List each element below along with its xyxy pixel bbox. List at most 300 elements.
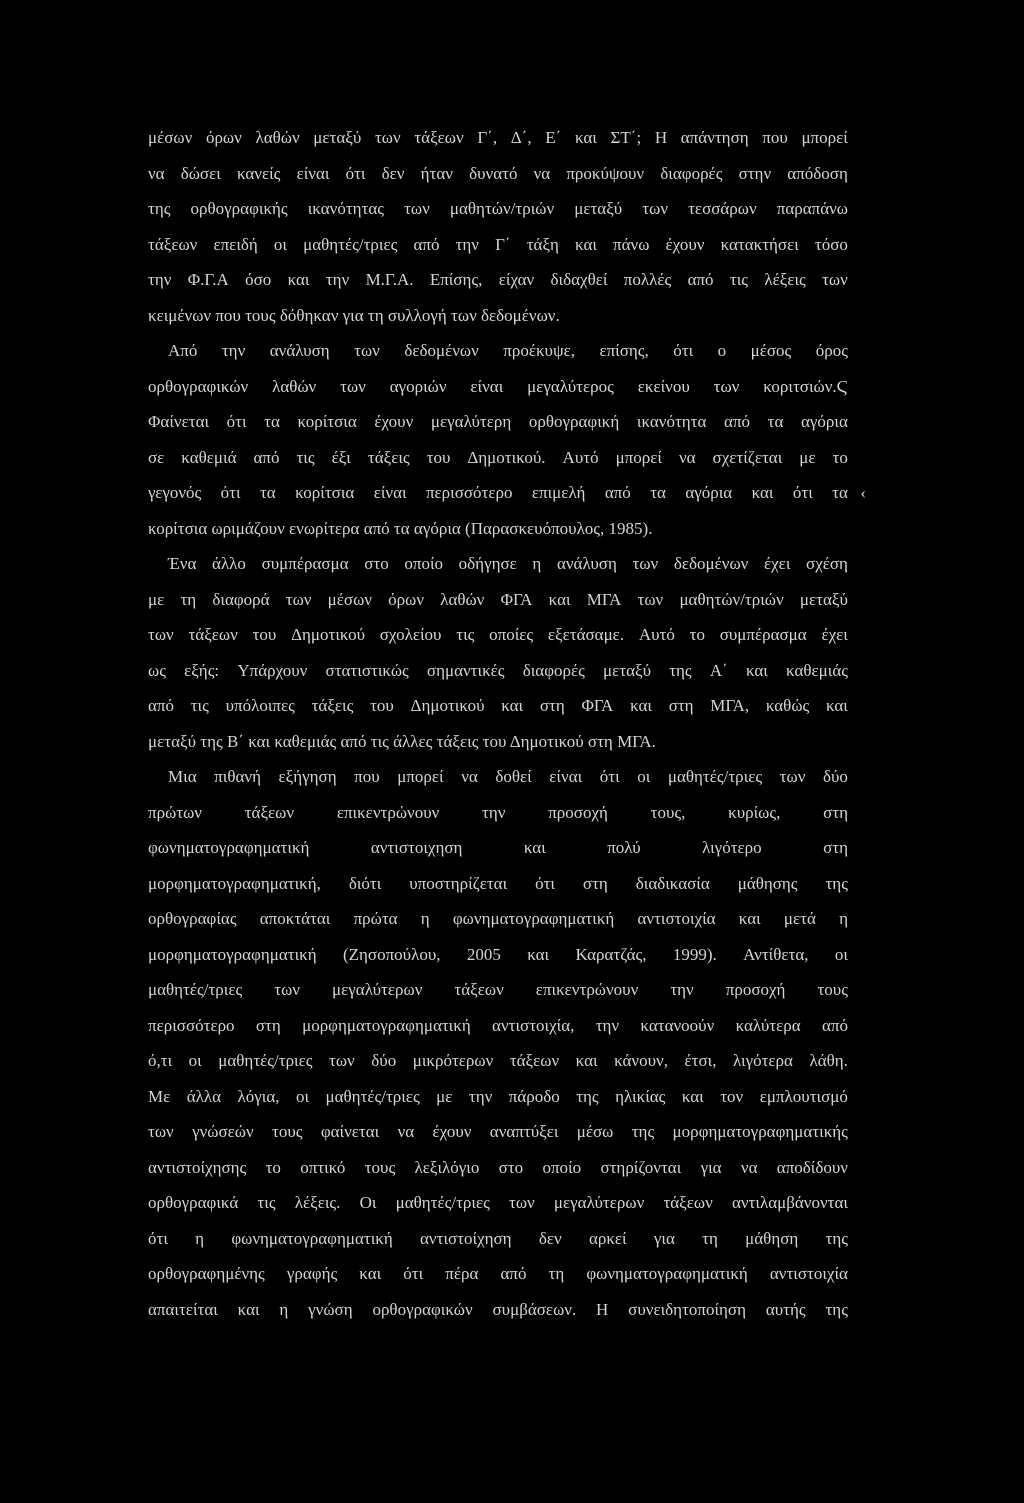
word: τη xyxy=(548,1264,565,1283)
text-line xyxy=(148,1079,848,1115)
word: οποίες xyxy=(489,625,534,644)
word: απαιτείται xyxy=(148,1299,218,1319)
word: και xyxy=(825,696,848,715)
word: κάνουν, xyxy=(614,1051,668,1070)
document-page xyxy=(148,120,866,1327)
word: οποίο xyxy=(542,1157,582,1177)
word: είχαν xyxy=(498,270,535,289)
word: τάξεις xyxy=(367,447,410,467)
word: και xyxy=(359,1264,382,1283)
word: υπόλοιπες xyxy=(225,696,295,715)
word: κατανοούν xyxy=(640,1015,715,1035)
word: φαίνεται xyxy=(320,1122,380,1141)
text-line xyxy=(148,1043,848,1079)
word: ΣΤ΄; xyxy=(610,128,642,147)
word: του xyxy=(370,696,394,715)
word: συμβάσεων. xyxy=(492,1299,577,1319)
word: ικανότητα xyxy=(636,412,707,431)
word: μάθησης xyxy=(737,873,798,893)
word: τάξεων xyxy=(454,980,504,999)
word: όσο xyxy=(245,270,272,289)
word: και xyxy=(527,944,550,964)
word: το xyxy=(265,1157,281,1177)
word: κατακτήσει xyxy=(720,234,799,254)
word: ο xyxy=(717,341,727,360)
word: εκείνου xyxy=(637,376,690,396)
word: επίσης, xyxy=(599,341,649,360)
word: μαθητών/τριών xyxy=(679,589,784,609)
word: όρος xyxy=(815,341,848,360)
word: της xyxy=(148,199,171,218)
word: ότι xyxy=(673,341,694,360)
word: στη xyxy=(582,873,608,893)
word: τις xyxy=(257,1193,276,1212)
word: μετά xyxy=(783,909,816,928)
word: ορθογραφικά xyxy=(148,1193,239,1212)
word: μεγαλύτερος xyxy=(527,376,614,396)
word: κανείς xyxy=(236,163,281,183)
word: απάντηση xyxy=(680,128,749,147)
word: της xyxy=(631,1122,655,1141)
word: τα xyxy=(767,412,784,431)
word: σχολείου xyxy=(379,625,442,644)
word: την xyxy=(221,341,246,360)
word: ΜΓΑ, xyxy=(710,696,750,715)
word: την xyxy=(468,1086,493,1106)
word: των xyxy=(632,554,659,573)
word: κορίτσια xyxy=(295,483,355,502)
word: όρων xyxy=(388,589,425,609)
word: 1999). xyxy=(672,944,717,964)
word: του xyxy=(426,447,451,467)
word: οι xyxy=(188,1051,202,1070)
word: να xyxy=(678,447,696,467)
word: της xyxy=(825,873,848,893)
word: πολλές xyxy=(623,270,672,289)
word: πάνω xyxy=(613,234,650,254)
word: των xyxy=(340,376,366,396)
word: οι xyxy=(834,944,848,964)
handwritten-mark: Ϛ xyxy=(836,376,848,396)
word: μορφηματογραφηματική xyxy=(148,944,317,964)
word: τάξεων xyxy=(148,234,198,254)
word: Δ΄, xyxy=(510,128,532,147)
word: και xyxy=(681,1086,704,1106)
word: έχει xyxy=(764,554,791,573)
word: οι xyxy=(295,1086,310,1106)
text-line xyxy=(148,333,848,369)
text-line xyxy=(148,1221,848,1257)
word: ότι xyxy=(535,873,555,893)
word: στη xyxy=(539,696,565,715)
word: ότι xyxy=(599,767,620,786)
word: με xyxy=(148,589,165,609)
word: οι xyxy=(637,767,651,786)
word: επικεντρώνουν xyxy=(336,802,440,822)
word: Δημοτικού xyxy=(291,625,366,644)
text-line xyxy=(148,653,848,689)
word: τα xyxy=(264,412,280,431)
word: διαφορές xyxy=(522,660,585,680)
word: φωνηματογραφηματική xyxy=(231,1228,393,1248)
word: διαδικασία xyxy=(635,873,710,893)
word: οδήγησε xyxy=(458,554,517,573)
word: τη xyxy=(180,589,197,609)
word: λιγότερα xyxy=(732,1051,793,1070)
word: ορθογραφική xyxy=(528,412,620,431)
word: και xyxy=(523,838,546,857)
word: ανάλυση xyxy=(269,341,330,360)
word: συμπέρασμα xyxy=(719,625,807,644)
text-line xyxy=(148,1150,848,1186)
word: υποστηρίζεται xyxy=(409,873,508,893)
word: μαθητές/τριες xyxy=(303,234,398,254)
word: μέσω xyxy=(576,1122,614,1141)
word: στη xyxy=(823,838,848,857)
word: της xyxy=(669,660,692,680)
word: τάξη xyxy=(526,234,559,254)
word: Από xyxy=(168,341,198,360)
word: την xyxy=(325,270,350,289)
text-line xyxy=(148,830,848,866)
text-line xyxy=(148,1292,848,1328)
text-line xyxy=(148,1114,848,1150)
word: πρώτων xyxy=(148,802,202,822)
text-line xyxy=(148,120,848,156)
word: και xyxy=(745,660,768,680)
word: λέξεις. xyxy=(294,1193,341,1212)
word: Μια xyxy=(168,767,197,786)
word: ΦΓΑ xyxy=(500,589,533,609)
word: τους xyxy=(817,980,848,999)
word: εξής: xyxy=(184,660,220,680)
word: Η xyxy=(654,128,668,147)
word: σημαντικές xyxy=(426,660,505,680)
word: ορθογραφικών xyxy=(148,376,249,396)
word: την xyxy=(148,270,172,289)
word: από xyxy=(821,1015,848,1035)
text-line xyxy=(148,901,848,937)
word: μεταξύ xyxy=(574,199,623,218)
word: Γ΄, xyxy=(477,128,498,147)
word: ό,τι xyxy=(148,1051,173,1070)
word: λέξεις xyxy=(764,270,806,289)
word: Αντίθετα, xyxy=(743,944,809,964)
text-line xyxy=(148,795,848,831)
word: με xyxy=(436,1086,453,1106)
word: γραφής xyxy=(286,1264,338,1283)
line-text: κορίτσια ωριμάζουν ενωρίτερα από τα αγόρια (Παρασκευόπουλος, 1985). xyxy=(148,518,653,538)
word: Α΄ xyxy=(709,660,728,680)
word: μορφηματογραφηματικής xyxy=(672,1122,848,1141)
word: και xyxy=(237,1299,260,1319)
word: των xyxy=(374,128,401,147)
word: μαθητές/τριες xyxy=(395,1193,490,1212)
word: σχέση xyxy=(806,554,848,573)
word: επιμελή xyxy=(531,483,586,502)
word: και xyxy=(574,128,597,147)
word: τις xyxy=(456,625,475,644)
word: παραπάνω xyxy=(776,199,848,218)
word: μάθηση xyxy=(745,1228,799,1248)
word: τα xyxy=(259,483,276,502)
word: τις xyxy=(296,447,315,467)
word: έχουν xyxy=(374,412,414,431)
word: μπορεί xyxy=(397,767,444,786)
word: αρκεί xyxy=(588,1228,627,1248)
word: και xyxy=(751,483,774,502)
word: στη xyxy=(255,1015,281,1035)
word: του xyxy=(252,625,277,644)
word: των xyxy=(509,1193,535,1212)
margin-mark: ‹ xyxy=(860,483,866,502)
word: τάξεων xyxy=(663,1193,713,1212)
word: προσοχή xyxy=(725,980,786,999)
word: της xyxy=(576,1086,599,1106)
word: απόδοση xyxy=(787,163,848,183)
word: και xyxy=(630,696,652,715)
word: (Ζησοπούλου, xyxy=(342,944,441,964)
word: τα xyxy=(650,483,666,502)
line-text: κειμένων που τους δόθηκαν για τη συλλογή των δεδομένων. xyxy=(148,305,560,325)
word: αποκτάται xyxy=(259,909,331,928)
word: διδαχθεί xyxy=(550,270,608,289)
word: αντιστοίχησης xyxy=(148,1157,247,1177)
word: προκύψουν xyxy=(566,163,645,183)
word: γνώσεών xyxy=(192,1122,254,1141)
word: των xyxy=(148,625,174,644)
word: έχουν xyxy=(432,1122,472,1141)
word: αντιλαμβάνονται xyxy=(731,1193,848,1212)
word: να xyxy=(740,1157,758,1177)
word: των xyxy=(779,767,806,786)
text-line xyxy=(148,724,848,760)
word: να xyxy=(461,767,478,786)
word: δεδομένων xyxy=(404,341,479,360)
word: αντιστοιχία xyxy=(637,909,716,928)
word: τους, xyxy=(650,802,686,822)
word: αποδίδουν xyxy=(776,1157,848,1177)
word: περισσότερο xyxy=(425,483,513,502)
word: μεταξύ xyxy=(799,589,848,609)
word: που xyxy=(762,128,788,147)
word: ορθογραφικής xyxy=(190,199,288,218)
word: ανάλυση xyxy=(556,554,617,573)
word: αυτής xyxy=(765,1299,806,1319)
word: των xyxy=(642,199,669,218)
word: γεγονός xyxy=(148,483,202,502)
word: κοριτσιών.Ϛ xyxy=(763,369,848,405)
word: πιθανή xyxy=(214,767,261,786)
text-line xyxy=(148,511,848,547)
word: όρων xyxy=(205,128,242,147)
word: η xyxy=(839,909,848,928)
word: την xyxy=(595,1015,620,1035)
word: μορφηματογραφηματική, xyxy=(148,873,321,893)
word: λεξιλόγιο xyxy=(414,1157,480,1177)
word: προέκυψε, xyxy=(503,341,575,360)
text-line xyxy=(148,191,848,227)
word: με xyxy=(799,447,816,467)
word: από xyxy=(724,412,751,431)
word: καθεμιάς xyxy=(786,660,848,680)
word: τις xyxy=(729,270,749,289)
word: για xyxy=(700,1157,722,1177)
word: έχει xyxy=(821,625,848,644)
word: στατιστικώς xyxy=(325,660,409,680)
word: να xyxy=(533,163,551,183)
word: δεν xyxy=(381,163,405,183)
word: στην xyxy=(738,163,772,183)
word: Φ.Γ.Α xyxy=(187,270,229,289)
word: αντιστοίχηση xyxy=(420,1228,512,1248)
word: Γ΄ xyxy=(495,234,511,254)
word: Υπάρχουν xyxy=(237,660,308,680)
word: πρώτα xyxy=(353,909,398,928)
text-line xyxy=(148,1185,848,1221)
word: είναι xyxy=(549,767,583,786)
word: τεσσάρων xyxy=(688,199,757,218)
text-line xyxy=(148,866,848,902)
word: τάξεων xyxy=(244,802,295,822)
text-line xyxy=(148,759,848,795)
word: που xyxy=(354,767,380,786)
word: μεταξύ xyxy=(603,660,652,680)
word: την xyxy=(670,980,694,999)
word: τάξεις xyxy=(311,696,354,715)
word: εξετάσαμε. xyxy=(547,625,625,644)
word: να xyxy=(397,1122,415,1141)
word: της xyxy=(825,1228,848,1248)
word: από xyxy=(148,696,174,715)
word: μεγαλύτερη xyxy=(430,412,512,431)
word: ότι xyxy=(226,412,247,431)
word: και xyxy=(548,589,571,609)
word: στο xyxy=(498,1157,524,1177)
word: περισσότερο xyxy=(148,1015,235,1035)
word: τα xyxy=(832,483,848,502)
word: καθεμιά xyxy=(181,447,237,467)
word: αντιστοιχία xyxy=(769,1264,848,1283)
text-line xyxy=(148,369,848,405)
word: των xyxy=(822,270,848,289)
word: λαθών xyxy=(272,376,317,396)
word: σε xyxy=(148,447,165,467)
word: δύο xyxy=(371,1051,397,1070)
word: τις xyxy=(190,696,209,715)
text-line xyxy=(148,937,848,973)
word: δεδομένων xyxy=(673,554,749,573)
word: η xyxy=(279,1299,289,1319)
word: των xyxy=(274,980,300,999)
word: ως xyxy=(148,660,166,680)
word: μέσων xyxy=(148,128,193,147)
word: διότι xyxy=(348,873,382,893)
word: μέσος xyxy=(750,341,792,360)
word: από xyxy=(253,447,280,467)
word: από xyxy=(604,483,631,502)
word: αγοριών xyxy=(389,376,447,396)
word: μορφηματογραφηματική xyxy=(302,1015,471,1035)
word: μαθητές/τριες xyxy=(148,980,243,999)
word: των xyxy=(637,589,664,609)
word: μαθητές/τριες xyxy=(667,767,763,786)
text-line xyxy=(148,617,848,653)
word: φωνηματογραφηματική xyxy=(452,909,615,928)
word: από xyxy=(687,270,714,289)
word: και xyxy=(738,909,761,928)
word: των xyxy=(285,589,312,609)
word: από xyxy=(500,1264,527,1283)
word: οι xyxy=(273,234,287,254)
text-line xyxy=(148,475,866,511)
word: κορίτσια xyxy=(297,412,357,431)
word: ότι xyxy=(403,1264,424,1283)
word: αγόρια xyxy=(685,483,733,502)
word: Οι xyxy=(359,1193,377,1212)
word: άλλο xyxy=(212,554,246,573)
word: δεν xyxy=(538,1228,562,1248)
text-line xyxy=(148,298,848,334)
word: Με xyxy=(148,1086,171,1106)
word: ηλικίας xyxy=(615,1086,666,1106)
word: και xyxy=(287,270,310,289)
text-line xyxy=(148,404,848,440)
word: την xyxy=(482,802,506,822)
word: Ε΄ xyxy=(545,128,562,147)
word: Αυτό xyxy=(562,447,599,467)
word: μεγαλύτερων xyxy=(332,980,423,999)
word: μεταξύ xyxy=(313,128,362,147)
word: αντιστοιχηση xyxy=(370,838,463,857)
word: Ένα xyxy=(168,554,197,573)
word: λάθη. xyxy=(809,1051,848,1070)
word: είναι xyxy=(470,376,504,396)
word: στη xyxy=(668,696,694,715)
word: να xyxy=(148,163,165,183)
word: δύο xyxy=(822,767,848,786)
word: στηρίζονται xyxy=(600,1157,682,1177)
word: της xyxy=(825,1299,848,1319)
word: λαθών xyxy=(440,589,485,609)
word: των xyxy=(148,1122,174,1141)
word: ικανότητας xyxy=(307,199,385,218)
word: έξι xyxy=(331,447,351,467)
word: κυρίως, xyxy=(728,802,781,822)
word: επικεντρώνουν xyxy=(535,980,639,999)
word: αγόρια xyxy=(801,412,848,431)
word: των xyxy=(713,376,740,396)
word: των xyxy=(354,341,380,360)
word: φωνηματογραφηματική xyxy=(586,1264,748,1283)
word: Η xyxy=(596,1299,609,1319)
word: πάροδο xyxy=(508,1086,560,1106)
word: ορθογραφικών xyxy=(372,1299,473,1319)
word: Αυτό xyxy=(638,625,675,644)
word: είναι xyxy=(296,163,330,183)
word: ότι xyxy=(220,483,241,502)
word: το xyxy=(689,625,705,644)
word: είναι xyxy=(373,483,407,502)
word: ΦΓΑ xyxy=(581,696,614,715)
word: 2005 xyxy=(466,944,501,964)
text-line xyxy=(148,440,848,476)
word: και xyxy=(575,234,597,254)
word: των xyxy=(329,1051,355,1070)
text-line xyxy=(148,582,848,618)
word: επειδή xyxy=(213,234,258,254)
word: τη xyxy=(702,1228,718,1248)
